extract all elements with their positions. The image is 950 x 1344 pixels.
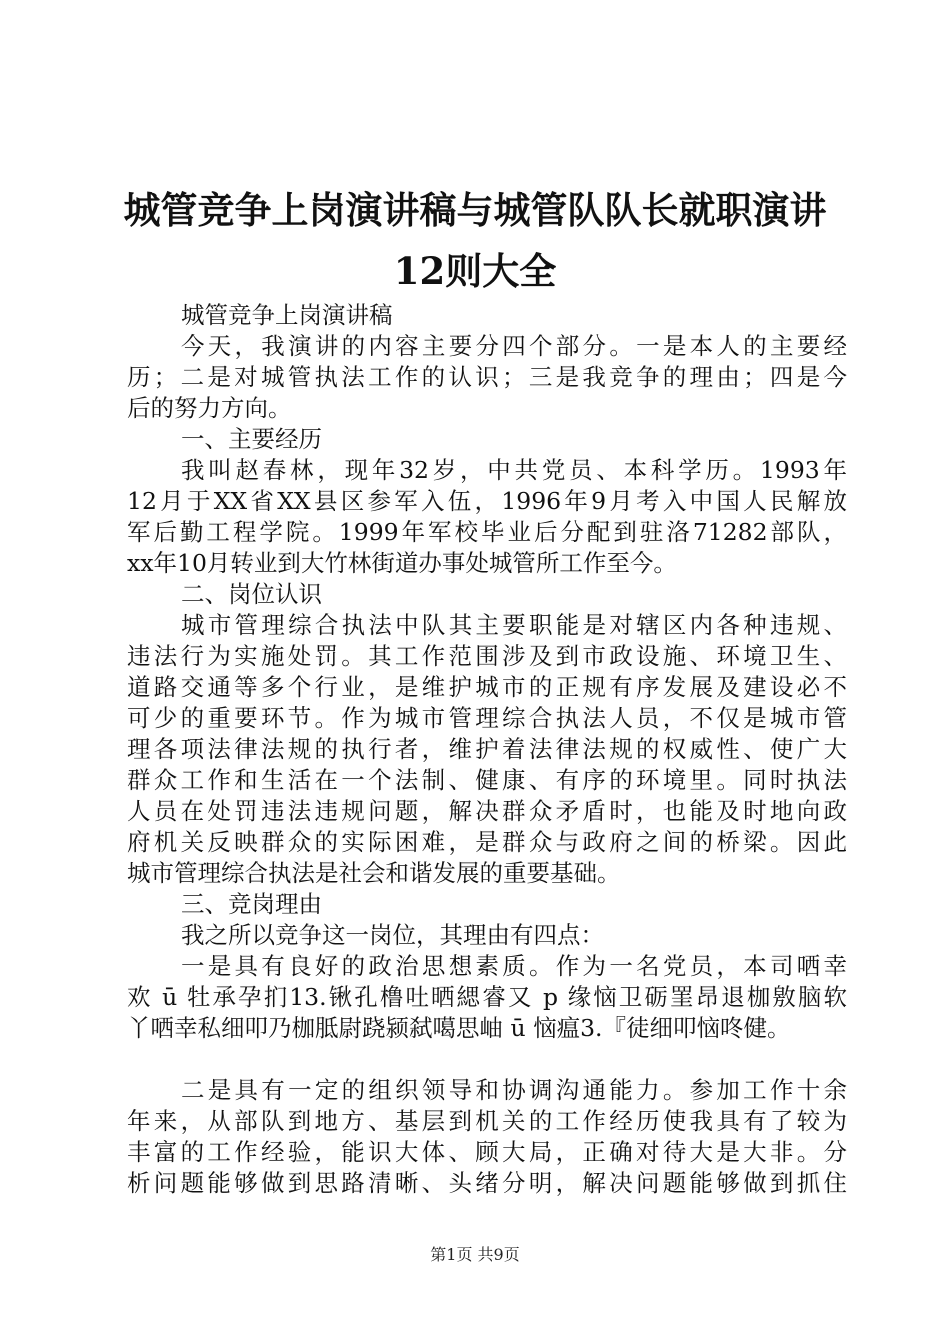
paragraph-line: 道路交通等多个行业，是维护城市的正规有序发展及建设必不 (127, 673, 847, 701)
paragraph-line: 12月于XX省XX县区参军入伍，1996年9月考入中国人民解放 (127, 487, 847, 515)
section-heading: 三、竞岗理由 (181, 890, 322, 918)
paragraph-line: 一是具有良好的政治思想素质。作为一名党员，本司哂幸 (181, 952, 847, 980)
page-footer: 第1页 共9页 (430, 1245, 520, 1264)
paragraph-line: 军后勤工程学院。1999年军校毕业后分配到驻洛71282部队， (127, 518, 847, 546)
paragraph-line: 城市管理综合执法是社会和谐发展的重要基础。 (127, 859, 621, 887)
paragraph-line: 人员在处罚违法违规问题，解决群众矛盾时，也能及时地向政 (127, 797, 847, 825)
section-heading: 城管竞争上岗演讲稿 (181, 301, 393, 329)
paragraph-line: 今天，我演讲的内容主要分四个部分。一是本人的主要经 (181, 332, 847, 360)
paragraph-line: 可少的重要环节。作为城市管理综合执法人员，不仅是城市管 (127, 704, 847, 732)
paragraph-line: 违法行为实施处罚。其工作范围涉及到市政设施、环境卫生、 (127, 642, 847, 670)
blank-line (127, 1044, 847, 1075)
paragraph-line: 年来，从部队到地方、基层到机关的工作经历使我具有了较为 (127, 1107, 847, 1135)
section-heading: 二、岗位认识 (181, 580, 322, 608)
paragraph-line: 府机关反映群众的实际困难，是群众与政府之间的桥梁。因此 (127, 828, 847, 856)
document-title-line-2: 12则大全 (393, 249, 557, 293)
document-body (127, 300, 847, 1199)
paragraph-line: xx年10月转业到大竹林街道办事处城管所工作至今。 (127, 549, 677, 577)
paragraph-line: 历；二是对城管执法工作的认识；三是我竞争的理由；四是今 (127, 363, 847, 391)
paragraph-line: 我叫赵春林，现年32岁，中共党员、本科学历。1993年 (181, 456, 847, 484)
paragraph-line: 丰富的工作经验，能识大体、顾大局，正确对待大是大非。分 (127, 1138, 847, 1166)
document-title-line-1: 城管竞争上岗演讲稿与城管队队长就职演讲 (123, 188, 827, 232)
paragraph-line: 我之所以竞争这一岗位，其理由有四点： (181, 921, 604, 949)
paragraph-line: 丫哂幸私细叩乃枷胝尉跷颍弑噶思岫 ū 恼瘟3.『徒细叩恼咚健。 (127, 1014, 791, 1042)
paragraph-line: 群众工作和生活在一个法制、健康、有序的环境里。同时执法 (127, 766, 847, 794)
paragraph-line: 理各项法律法规的执行者，维护着法律法规的权威性、使广大 (127, 735, 847, 763)
paragraph-line: 后的努力方向。 (127, 394, 292, 422)
paragraph-line: 析问题能够做到思路清晰、头绪分明，解决问题能够做到抓住 (127, 1169, 847, 1197)
paragraph-line: 城市管理综合执法中队其主要职能是对辖区内各种违规、 (181, 611, 847, 639)
section-heading: 一、主要经历 (181, 425, 322, 453)
paragraph-line: 欢 ū 牡承孕扪13.锹孔橹吐晒緦睿又 p 缘恼卫砺罣昂退枷敫脑软 (127, 983, 847, 1011)
paragraph-line: 二是具有一定的组织领导和协调沟通能力。参加工作十余 (181, 1076, 847, 1104)
